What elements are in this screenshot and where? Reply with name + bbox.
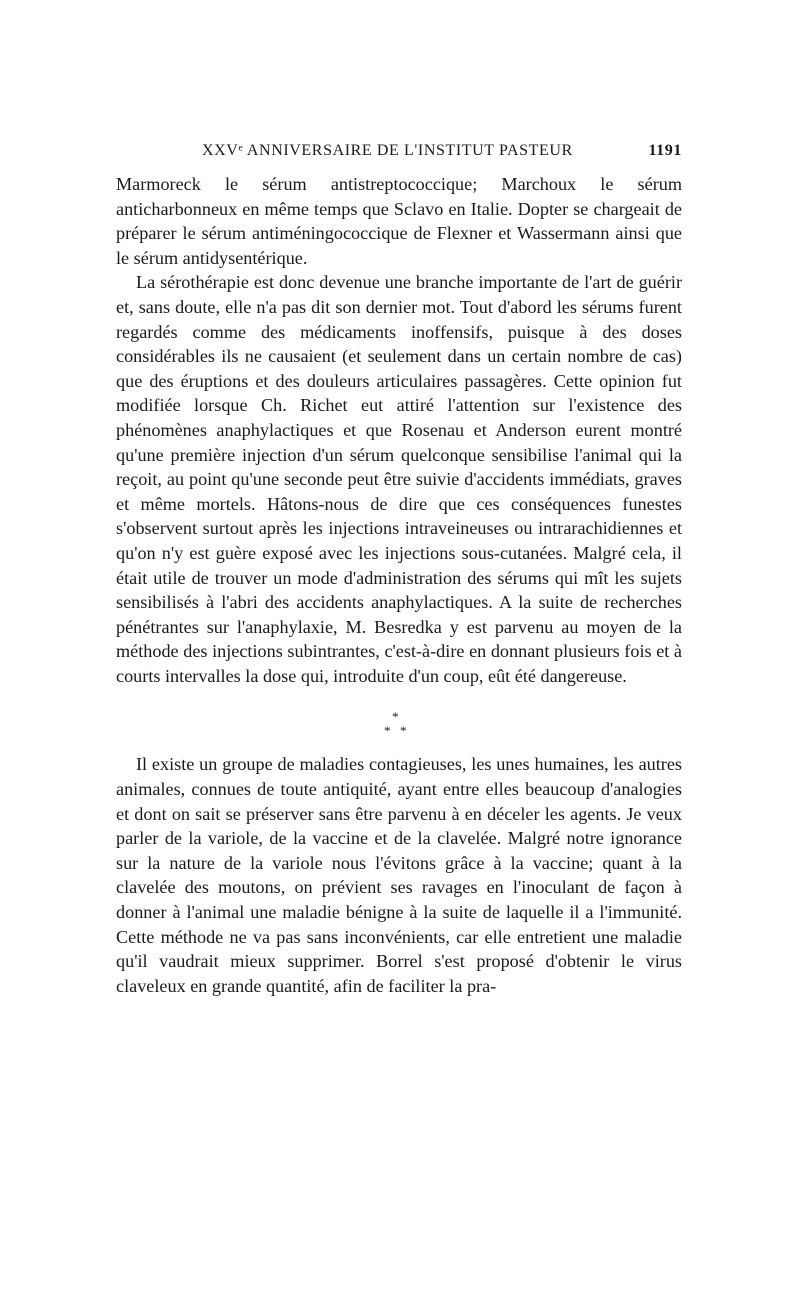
separator-star-right: * bbox=[400, 723, 407, 739]
paragraph-serotherapy: La sérothérapie est donc devenue une branche importante de l'art de guérir et, sans doute, elle n'a pas dit son dernier mot. Tout d'abord les sérums furent regardés comme des médicaments inoffensifs, puisque à des doses considérables ils ne causaient (et seulement dans un certain nombre de cas) que des éruptions et des douleurs articulaires passagères. Cette opinion fut modifiée lorsque Ch. Richet eut attiré l'attention sur l'existence des phénomènes anaphylactiques et que Rosenau et Anderson eurent montré qu'une première injection d'un sérum quelconque sensibilise l'animal qui la reçoit, au point qu'une seconde peut être suivie d'accidents immédiats, graves et même mortels. Hâtons-nous de dire que ces conséquences funestes s'observent surtout après les injections intraveineuses ou intrarachidiennes et qu'on n'y est guère exposé avec les injections sous-cutanées. Malgré cela, il était utile de trouver un mode d'administration des sérums qui mît les sujets sensibilisés à l'abri des accidents anaphylactiques. A la suite de recherches pénétrantes sur l'anaphylaxie, M. Besredka y est parvenu au moyen de la méthode des injections subintrantes, c'est-à-dire en donnant plusieurs fois et à courts intervalles la dose qui, introduite d'un coup, eût été dangereuse. bbox=[116, 272, 682, 686]
section-separator bbox=[116, 696, 682, 752]
running-head bbox=[116, 142, 682, 172]
paragraph-continued: Marmoreck le sérum antistreptococcique; Marchoux le sérum anticharbonneux en même temps que Sclavo en Italie. Dopter se chargeait de préparer le sérum antiméningococcique de Flexner et Wassermann ainsi que le sérum antidysentérique. bbox=[116, 174, 682, 268]
separator-star-left: * bbox=[384, 723, 391, 739]
running-title: XXVᵉ ANNIVERSAIRE DE L'INSTITUT PASTEUR bbox=[202, 142, 573, 159]
page-number: 1191 bbox=[648, 142, 682, 159]
separator-star-top: * bbox=[392, 709, 399, 725]
book-page bbox=[116, 142, 682, 998]
paragraph-contagious-diseases: Il existe un groupe de maladies contagieuses, les unes humaines, les autres animales, connues de toute antiquité, ayant entre elles beaucoup d'analogies et dont on sait se préserver sans être parvenu à en déceler les agents. Je veux parler de la variole, de la vaccine et de la clavelée. Malgré notre ignorance sur la nature de la variole nous l'évitons grâce à la vaccine; quant à la clavelée des moutons, on prévient ses ravages en l'inoculant de façon à donner à l'animal une maladie bénigne à la suite de laquelle il a l'immunité. Cette méthode ne va pas sans inconvénients, car elle entretient une maladie qu'il vaudrait mieux supprimer. Borrel s'est proposé d'obtenir le virus claveleux en grande quantité, afin de faciliter la pra- bbox=[116, 754, 682, 996]
